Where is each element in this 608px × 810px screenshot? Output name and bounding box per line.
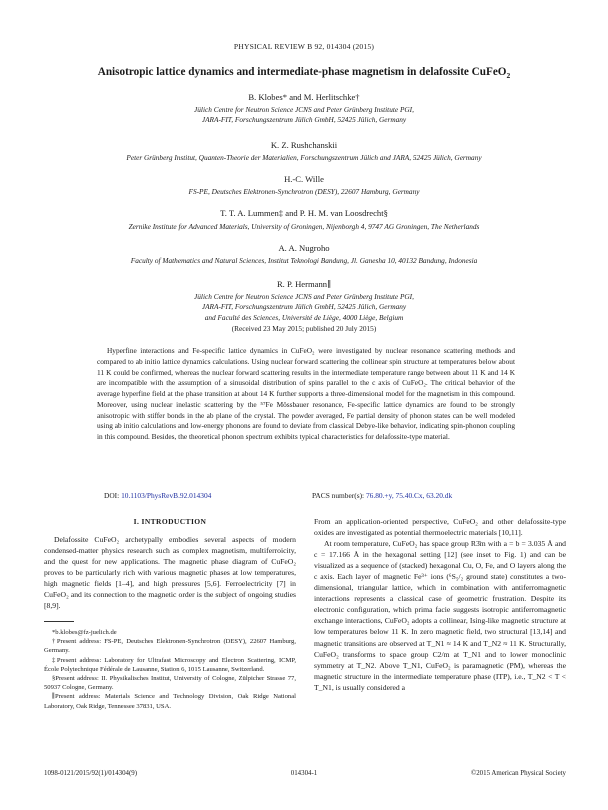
- footnote-3: ‡Present address: Laboratory for Ultrafast Microscopy and Electron Scattering, ICMP, École Polytechnique Fédérale de Lausanne, Station 6, 1015 Lausanne, Switzerland.: [44, 656, 296, 673]
- authors-1: B. Klobes* and M. Herlitschke†: [248, 92, 360, 102]
- affiliation-1-line-2: JARA-FIT, Forschungszentrum Jülich GmbH, 52425 Jülich, Germany: [201, 115, 407, 125]
- footnote-rule: [44, 621, 74, 622]
- footnote-4: §Present address: II. Physikalisches Institut, University of Cologne, Zülpicher Strasse 77, 50937 Cologne, Germany.: [44, 675, 296, 692]
- title-subscript: 2: [506, 71, 511, 81]
- authors-6: R. P. Hermann∥: [276, 279, 332, 289]
- footnotes: [44, 628, 296, 711]
- intro-right-column: [314, 516, 566, 693]
- doi-link[interactable]: 10.1103/PhysRevB.92.014304: [121, 491, 212, 500]
- journal-header: PHYSICAL REVIEW B 92, 014304 (2015): [233, 42, 375, 51]
- footer-copyright: ©2015 American Physical Society: [471, 770, 566, 777]
- affiliation-1-line-1: Jülich Centre for Neutron Science JCNS and Peter Grünberg Institute PGI,: [194, 105, 414, 114]
- paper-title: [0, 66, 608, 80]
- footnote-email[interactable]: *b.klobes@fz-juelich.de: [52, 629, 117, 636]
- affiliation-6: [0, 292, 608, 323]
- affiliation-5: Faculty of Mathematics and Natural Sciences, Institut Teknologi Bandung, Jl. Ganesha 10, 40132 Bandung, Indonesia: [130, 256, 478, 265]
- affiliation-3: FS-PE, Deutsches Elektronen-Synchrotron (DESY), 22607 Hamburg, Germany: [188, 187, 420, 196]
- pacs-label: PACS number(s):: [312, 491, 365, 500]
- footer-issn: 1098-0121/2015/92(1)/014304(9): [44, 770, 138, 777]
- abstract: Hyperfine interactions and Fe-specific lattice dynamics in CuFeO₂ were investigated by nuclear resonance scattering methods and compared to ab initio lattice dynamics calculations. Using nuclear forward scattering the collinear spin structure at temperatures below about 11 K could be confirmed, whereas the nuclear forward scattering results in the intermediate temperature range between about 11 K and 14 K are incompatible with the assumption of a sinusoidal distribution of spins parallel to the c axis of CuFeO₂. The critical behavior of the average hyperfine field at the phase transition at about 14 K further supports a three-dimensional model for the magnetism in this compound. Moreover, using nuclear inelastic scattering by the ⁵⁷Fe Mössbauer resonance, Fe-specific lattice dynamics are found to be strongly anisotropic with stiffer bonds in the ab plane of the crystal. The powder averaged, Fe partial density of phonon states can be well modeled using ab initio calculations and low-energy phonons are found to deviate from classical Debye-like behavior, indicating spin-phonon coupling in this compound. Besides, the theoretical phonon spectrum exhibits typical characteristics for delafossite-type material.: [97, 346, 515, 441]
- doi-label: DOI:: [104, 491, 120, 500]
- authors-2: K. Z. Rushchanskii: [270, 140, 338, 150]
- pacs-line: [312, 491, 452, 500]
- affiliation-4: Zernike Institute for Advanced Materials, University of Groningen, Nijenborgh 4, 9747 AG Groningen, The Netherlands: [128, 222, 480, 231]
- pacs-numbers[interactable]: 76.80.+y, 75.40.Cx, 63.20.dk: [365, 491, 453, 500]
- footnote-5: ∥Present address: Materials Science and Technology Division, Oak Ridge National Laboratory, Oak Ridge, Tennessee 37831, USA.: [44, 693, 296, 710]
- received-dates: (Received 23 May 2015; published 20 July 2015): [231, 324, 377, 333]
- title-text: Anisotropic lattice dynamics and intermediate-phase magnetism in delafossite CuFeO: [97, 66, 507, 78]
- affiliation-1: [0, 105, 608, 126]
- intro-left-column: Delafossite CuFeO₂ archetypally embodies several aspects of modern condensed-matter physics research such as complex magnetism, multiferroicity, and the quest for new applications. The magnetic phase diagram of CuFeO₂ proves to be particularly rich with various magnetic phases at low temperatures, high magnetic fields [1–4], and high pressures [5,6]. Ferroelectricity [7] in CuFeO₂ and its connection to the magnetic order is the subject of ongoing studies [8,9].: [44, 535, 296, 611]
- section-heading: I. INTRODUCTION: [133, 517, 207, 526]
- affiliation-6-line-3: and Faculté des Sciences, Université de Liège, 4000 Liège, Belgium: [204, 312, 404, 322]
- affiliation-6-line-1: Jülich Centre for Neutron Science JCNS and Peter Grünberg Institute PGI,: [194, 292, 414, 301]
- affiliation-6-line-2: JARA-FIT, Forschungszentrum Jülich GmbH, 52425 Jülich, Germany: [201, 302, 407, 312]
- footnote-2: †Present address: FS-PE, Deutsches Elektronen-Synchrotron (DESY), 22607 Hamburg, Germany.: [44, 638, 296, 655]
- doi-line: [104, 491, 211, 500]
- affiliation-2: Peter Grünberg Institut, Quanten-Theorie der Materialien, Forschungszentrum Jülich and JARA, 52425 Jülich, Germany: [126, 153, 482, 162]
- intro-right-paragraph-2: At room temperature, CuFeO₂ has space group R3̄m with a = b = 3.035 Å and c = 17.166 Å in the hexagonal setting [12] (see inset to Fig. 1) and can be visualized as a sequence of (stacked) hexagonal Cu, O, Fe, and O layers along the c axis. Each layer of magnetic Fe³⁺ ions (⁶S₅/₂ ground state) constitutes a two-dimensional, triangular lattice, which in combination with antiferromagnetic interactions represents a classical case of geometric frustration. Despite its electronic configuration, which prima facie suggests isotropic antiferromagnetic exchange interactions, CuFeO₂ adopts a collinear, Ising-like magnetic structure at low temperatures below 11 K. In zero magnetic field, two structural [13,14] and magnetic transitions are observed at T_N1 ≈ 14 K and T_N2 ≈ 11 K. Structurally, CuFeO₂ transforms to space group C2/m at T_N1 and to lower monoclinic symmetry at T_N2. Above T_N1, CuFeO₂ is paramagnetic (PM), whereas the magnetic structure in the intermediate temperature phase (ITP), i.e., T_N2 < T < T_N1, is usually considered a: [314, 539, 566, 692]
- footer-page-number: 014304-1: [290, 770, 318, 777]
- intro-right-paragraph-1: From an application-oriented perspective, CuFeO₂ and other delafossite-type oxides are investigated as potential thermoelectric materials [10,11].: [314, 517, 566, 538]
- authors-4: T. T. A. Lummen‡ and P. H. M. van Loosdrecht§: [220, 208, 388, 218]
- authors-5: A. A. Nugroho: [278, 243, 330, 253]
- authors-3: H.-C. Wille: [284, 174, 324, 184]
